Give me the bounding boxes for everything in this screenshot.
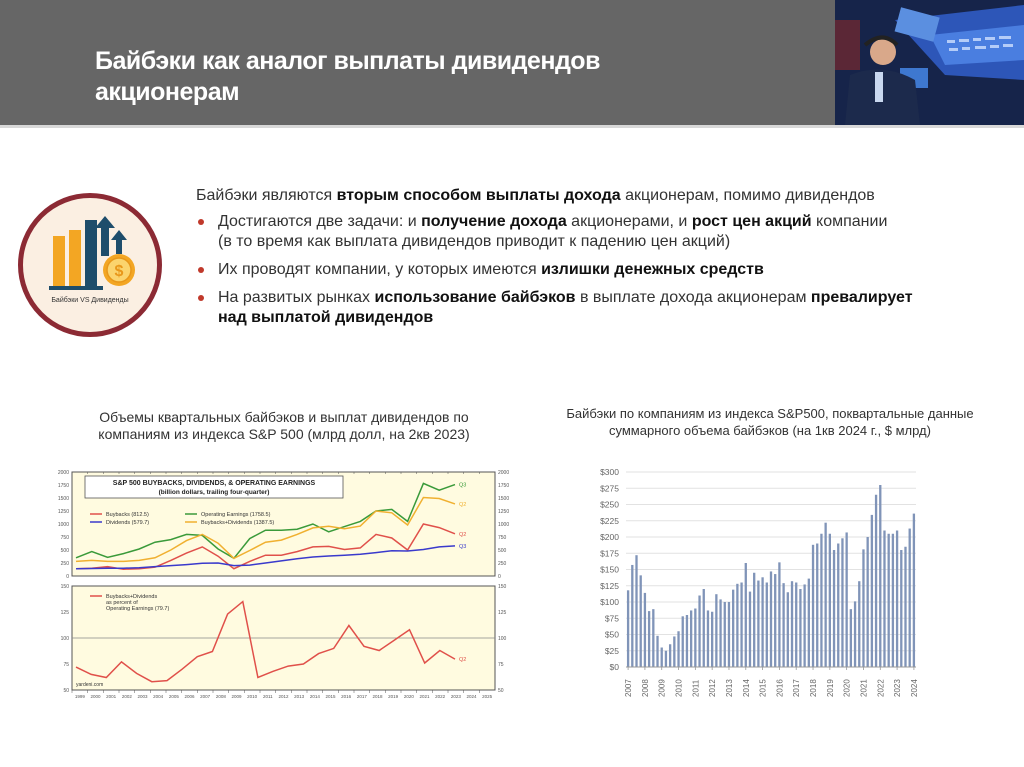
svg-text:Buybacks+Dividends: Buybacks+Dividends (106, 594, 158, 600)
svg-text:2000: 2000 (498, 470, 510, 476)
svg-text:$175: $175 (600, 548, 619, 559)
svg-text:2006: 2006 (184, 694, 195, 699)
svg-text:125: 125 (60, 610, 69, 616)
svg-text:2023: 2023 (893, 679, 903, 697)
svg-text:1999: 1999 (74, 694, 85, 699)
svg-text:500: 500 (498, 548, 507, 554)
svg-text:(billion dollars, trailing fou: (billion dollars, trailing four-quarter) (158, 489, 270, 496)
svg-text:Buybacks+Dividends (1387.5): Buybacks+Dividends (1387.5) (201, 520, 275, 526)
svg-text:Dividends (579.7): Dividends (579.7) (106, 520, 150, 526)
svg-text:75: 75 (63, 662, 69, 668)
svg-text:2005: 2005 (168, 694, 179, 699)
svg-text:2015: 2015 (325, 694, 336, 699)
svg-text:2014: 2014 (741, 679, 751, 697)
svg-text:750: 750 (60, 535, 69, 541)
svg-text:50: 50 (63, 688, 69, 694)
stock-exchange-photo (835, 0, 1024, 125)
svg-text:as percent of: as percent of (106, 600, 138, 606)
svg-text:2009: 2009 (231, 694, 242, 699)
svg-text:2024: 2024 (466, 694, 477, 699)
svg-text:2010: 2010 (247, 694, 258, 699)
svg-text:Q2: Q2 (459, 531, 467, 538)
svg-text:1000: 1000 (498, 522, 510, 528)
svg-text:yardeni.com: yardeni.com (76, 682, 104, 688)
svg-text:Operating Earnings (1758.5): Operating Earnings (1758.5) (201, 512, 271, 518)
slide-header (0, 0, 835, 125)
svg-text:2003: 2003 (137, 694, 148, 699)
svg-text:$250: $250 (600, 499, 619, 510)
chart2-caption: Байбэки по компаниям из индекса S&P500, поквартальные данные суммарного объема байбэков (на 1кв 2024 г., $ млрд) (566, 406, 974, 438)
svg-text:$100: $100 (600, 597, 619, 607)
bullet-dot-icon (198, 219, 204, 225)
svg-text:125: 125 (498, 610, 507, 616)
svg-text:2004: 2004 (153, 694, 164, 699)
svg-text:2007: 2007 (200, 694, 211, 699)
svg-text:2016: 2016 (775, 679, 785, 697)
svg-text:2019: 2019 (388, 694, 399, 699)
svg-text:2000: 2000 (57, 470, 69, 476)
svg-text:2011: 2011 (691, 679, 701, 697)
buybacks-dividends-earnings-chart (50, 464, 520, 704)
svg-text:2017: 2017 (356, 694, 367, 699)
svg-text:2000: 2000 (90, 694, 101, 699)
svg-text:$25: $25 (604, 645, 619, 656)
svg-text:Q3: Q3 (459, 482, 467, 489)
svg-text:2007: 2007 (624, 679, 634, 697)
svg-text:50: 50 (498, 688, 504, 694)
svg-text:1750: 1750 (498, 483, 510, 489)
bullet-item: Их проводят компании, у которых имеются излишки денежных средств (196, 260, 996, 280)
svg-text:$275: $275 (600, 483, 619, 494)
svg-text:2016: 2016 (341, 694, 352, 699)
bullet-item: Достигаются две задачи: и получение дохода акционерами, и рост цен акций компании (в то время как выплата дивидендов приводит к падению цен акций) (196, 212, 996, 252)
svg-text:Q2: Q2 (459, 501, 467, 508)
svg-text:2020: 2020 (842, 679, 852, 697)
svg-text:100: 100 (60, 636, 69, 642)
svg-text:2018: 2018 (809, 679, 819, 697)
svg-text:Q2: Q2 (459, 657, 467, 664)
svg-text:250: 250 (498, 561, 507, 567)
svg-text:$50: $50 (604, 629, 619, 640)
svg-text:500: 500 (60, 548, 69, 554)
svg-text:1500: 1500 (498, 496, 510, 502)
svg-text:1000: 1000 (57, 522, 69, 528)
buybacks-vs-dividends-logo (18, 193, 162, 337)
bullet-dot-icon (198, 295, 204, 301)
svg-text:$150: $150 (600, 564, 619, 575)
svg-text:S&P 500 BUYBACKS, DIVIDENDS, &: S&P 500 BUYBACKS, DIVIDENDS, & OPERATING EARNINGS (112, 480, 316, 487)
svg-text:2021: 2021 (419, 694, 430, 699)
quarterly-buybacks-bar-chart (590, 462, 930, 707)
svg-text:Operating Earnings (79.7): Operating Earnings (79.7) (106, 606, 170, 612)
svg-text:2002: 2002 (121, 694, 132, 699)
logo-caption: Байбэки VS Дивиденды (51, 297, 129, 304)
svg-text:750: 750 (498, 535, 507, 541)
svg-text:2023: 2023 (450, 694, 461, 699)
svg-text:$: $ (114, 263, 124, 280)
svg-text:1250: 1250 (57, 509, 69, 515)
bar-chart-icon (49, 220, 103, 290)
svg-text:150: 150 (498, 584, 507, 590)
svg-text:100: 100 (498, 636, 507, 642)
key-points (196, 186, 996, 336)
svg-text:Q3: Q3 (459, 543, 467, 550)
svg-text:2015: 2015 (758, 679, 768, 697)
svg-text:2008: 2008 (215, 694, 226, 699)
intro-text: Байбэки являются вторым способом выплаты дохода акционерам, помимо дивидендов (196, 187, 875, 204)
svg-text:$75: $75 (604, 613, 619, 624)
svg-text:2012: 2012 (278, 694, 289, 699)
svg-text:2014: 2014 (309, 694, 320, 699)
svg-text:2019: 2019 (825, 679, 835, 697)
svg-text:2001: 2001 (106, 694, 117, 699)
svg-text:0: 0 (66, 574, 69, 580)
svg-text:1250: 1250 (498, 509, 510, 515)
svg-text:2013: 2013 (724, 679, 734, 697)
svg-text:$225: $225 (600, 515, 619, 526)
svg-text:2011: 2011 (262, 694, 273, 699)
svg-text:$0: $0 (609, 662, 619, 672)
svg-text:2012: 2012 (708, 679, 718, 697)
svg-text:2022: 2022 (876, 679, 886, 697)
svg-text:2020: 2020 (403, 694, 414, 699)
dollar-coin-icon (103, 254, 135, 286)
svg-text:2024: 2024 (909, 679, 919, 697)
svg-text:1500: 1500 (57, 496, 69, 502)
header-divider (0, 125, 1024, 128)
slide-title: Байбэки как аналог выплаты дивидендов акционерам (95, 47, 600, 106)
svg-text:2013: 2013 (294, 694, 305, 699)
svg-text:$200: $200 (600, 532, 619, 542)
svg-text:2025: 2025 (482, 694, 493, 699)
svg-text:75: 75 (498, 662, 504, 668)
svg-text:$300: $300 (600, 467, 619, 477)
svg-text:2010: 2010 (674, 679, 684, 697)
svg-text:1750: 1750 (57, 483, 69, 489)
svg-text:2008: 2008 (640, 679, 650, 697)
svg-text:2018: 2018 (372, 694, 383, 699)
chart1-caption: Объемы квартальных байбэков и выплат дивидендов по компаниям из индекса S&P 500 (млрд долл, на 2кв 2023) (98, 409, 470, 442)
bullet-item: На развитых рынках использование байбэков в выплате дохода акционерам превалирует над выплатой дивидендов (196, 288, 996, 328)
svg-text:2017: 2017 (792, 679, 802, 697)
svg-text:0: 0 (498, 574, 501, 580)
svg-text:2021: 2021 (859, 679, 869, 697)
up-arrow-icon (95, 216, 127, 256)
svg-text:250: 250 (60, 561, 69, 567)
svg-text:Buybacks (812.5): Buybacks (812.5) (106, 512, 149, 518)
svg-text:150: 150 (60, 584, 69, 590)
bullet-dot-icon (198, 267, 204, 273)
svg-text:$125: $125 (600, 580, 619, 591)
svg-text:2009: 2009 (657, 679, 667, 697)
svg-text:2022: 2022 (435, 694, 446, 699)
